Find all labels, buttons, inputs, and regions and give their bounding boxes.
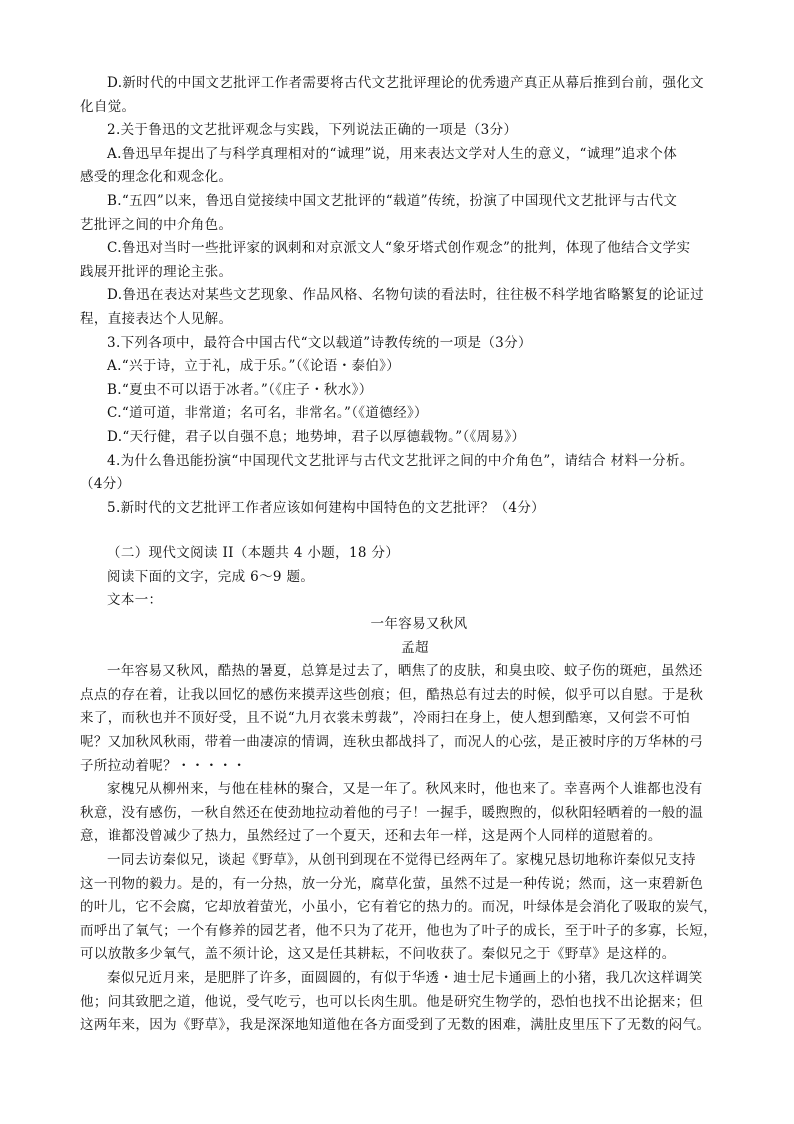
article	[80, 613, 722, 1038]
q2-option-b-line-1: B.“五四”以来，鲁迅自觉接续中国文艺批评的“载道”传统，扮演了中国现代文艺批评与古代文	[107, 192, 678, 209]
paragraph-line: 子所拉动着呢？・・・・・	[80, 757, 247, 774]
q3-stem: 3.下列各项中，最符合中国古代“文以载道”诗教传统的一项是（3分）	[107, 334, 532, 351]
section-2-instruction: 阅读下面的文字，完成 6～9 题。	[107, 568, 315, 585]
paragraph-line: 而呼出了氧气；一个有修养的园艺者，他不只为了花开，他也为了叶子的成长，至于叶子的多寡，长短，	[80, 922, 718, 939]
paragraph-line: 一同去访秦似兄，谈起《野草》，从创刊到现在不觉得已经两年了。家槐兄恳切地称许秦似兄支持	[107, 852, 696, 868]
article-title: 一年容易又秋风	[370, 616, 468, 633]
paragraph-line: 家槐兄从柳州来，与他在桂林的聚合，又是一年了。秋风来时，他也来了。幸喜两个人谁都也没有	[107, 781, 703, 798]
article-paragraph-4	[80, 967, 722, 1038]
q2-option-d-line-2: 程，直接表达个人见解。	[80, 310, 233, 327]
q2-option-a-line-2: 感受的理念化和观念化。	[80, 169, 233, 186]
q2-option-c-line-1: C.鲁迅对当时一些批评家的讽刺和对京派文人“象牙塔式创作观念”的批判，体现了他结合文学实	[107, 240, 691, 257]
q2-option-c-line-2: 践展开批评的理论主张。	[80, 263, 233, 280]
paragraph-line: 他；问其致肥之道，他说，受气吃亏，也可以长肉生肌。他是研究生物学的，恐怕也找不出论据来；但	[80, 993, 704, 1010]
q4-line-2: （4分）	[80, 476, 131, 493]
paragraph-line: 来了，而秋也并不顶好受，且不说“九月衣裳未剪裁”，冷雨扫在身上，使人想到酷寒，又何尝不可怕	[80, 710, 691, 727]
paragraph-line: 这一刊物的毅力。是的，有一分热，放一分光，腐草化萤，虽然不过是一种传说；然而，这一束碧新色	[80, 875, 704, 892]
question-2	[80, 119, 722, 331]
section-2-heading: （二）现代文阅读 II（本题共 4 小题，18 分）	[107, 545, 400, 562]
q3-option-a: A.“兴于诗，立于礼，成于乐。”（《论语・泰伯》）	[107, 358, 401, 375]
q2-option-b-line-2: 艺批评之间的中介角色。	[80, 216, 233, 233]
q3-option-c: C.“道可道，非常道；名可名，非常名。”（《道德经》）	[107, 405, 428, 422]
article-paragraph-1	[80, 660, 722, 778]
paragraph-line: 一年容易又秋风，酷热的暑夏，总算是过去了，晒焦了的皮肤，和臭虫咬、蚊子伤的斑疤，虽然还	[107, 663, 703, 680]
question-4	[80, 450, 722, 497]
paragraph-line: 这两年来，因为《野草》，我是深深地知道他在各方面受到了无数的困难，满肚皮里压下了无数的闷气。	[80, 1017, 711, 1034]
article-paragraph-3	[80, 849, 722, 967]
q2-option-d-line-1: D.鲁迅在表达对某些文艺现象、作品风格、名物句读的看法时，往往极不科学地省略繁复的论证过	[107, 287, 705, 304]
q1-option-d-line-1: D.新时代的中国文艺批评工作者需要将古代文艺批评理论的优秀遗产真正从幕后推到台前，强化文	[107, 75, 705, 91]
paragraph-line: 点点的存在着，让我以回忆的感伤来摸弄这些创痕；但，酷热总有过去的时候，似乎可以自慰。于是秋	[80, 686, 704, 703]
q3-option-b: B.“夏虫不可以语于冰者。”（《庄子・秋水》）	[107, 381, 373, 398]
article-author: 孟超	[401, 639, 429, 656]
q1-option-d-line-2: 化自觉。	[80, 98, 136, 115]
paragraph-line: 秋意，没有感伤，一秋自然还在使劲地拉动着他的弓子！一握手，暖煦煦的，似秋阳轻晒着的一般的温	[80, 804, 704, 821]
paragraph-line: 呢？又加秋风秋雨，带着一曲凄凉的情调，连秋虫都战抖了，而况人的心弦，是正被时序的万华林的弓	[80, 734, 704, 751]
q2-option-a-line-1: A.鲁迅早年提出了与科学真理相对的“诚理”说，用来表达文学对人生的意义，“诚理”追求个体	[107, 145, 678, 162]
paragraph-line: 意，谁都没曾减少了热力，虽然经过了一个夏天，还和去年一样，这是两个人同样的道慰着的。	[80, 828, 662, 845]
section-2-header	[80, 542, 722, 613]
paragraph-line: 的叶儿，它不会腐，它却放着萤光，小虽小，它有着它的热力的。而况，叶绿体是会消化了吸取的炭气，	[80, 899, 718, 916]
q1-option-d	[80, 72, 722, 119]
question-3	[80, 332, 722, 450]
text-one-label: 文本一：	[107, 592, 163, 609]
q4-line-1: 4.为什么鲁迅能扮演“中国现代文艺批评与古代文艺批评之间的中介角色”，请结合 材料一分析。	[107, 452, 694, 469]
paragraph-line: 秦似兄近月来，是肥胖了许多，面圆圆的，有似于华透・迪士尼卡通画上的小猪，我几次这样调笑	[107, 969, 703, 986]
section-gap	[80, 520, 722, 542]
article-paragraph-2	[80, 778, 722, 849]
q5-stem: 5.新时代的文艺批评工作者应该如何建构中国特色的文艺批评？（4分）	[107, 499, 546, 516]
question-5	[80, 497, 722, 521]
q2-stem: 2.关于鲁迅的文艺批评观念与实践，下列说法正确的一项是（3分）	[107, 122, 518, 139]
paragraph-line: 可以放散多少氧气，盖不须计论，这又是任其耕耘，不问收获了。秦似兄之于《野草》是这样的。	[80, 946, 676, 963]
q3-option-d: D.“天行健，君子以自强不息；地势坤，君子以厚德载物。”（《周易》）	[107, 428, 526, 445]
